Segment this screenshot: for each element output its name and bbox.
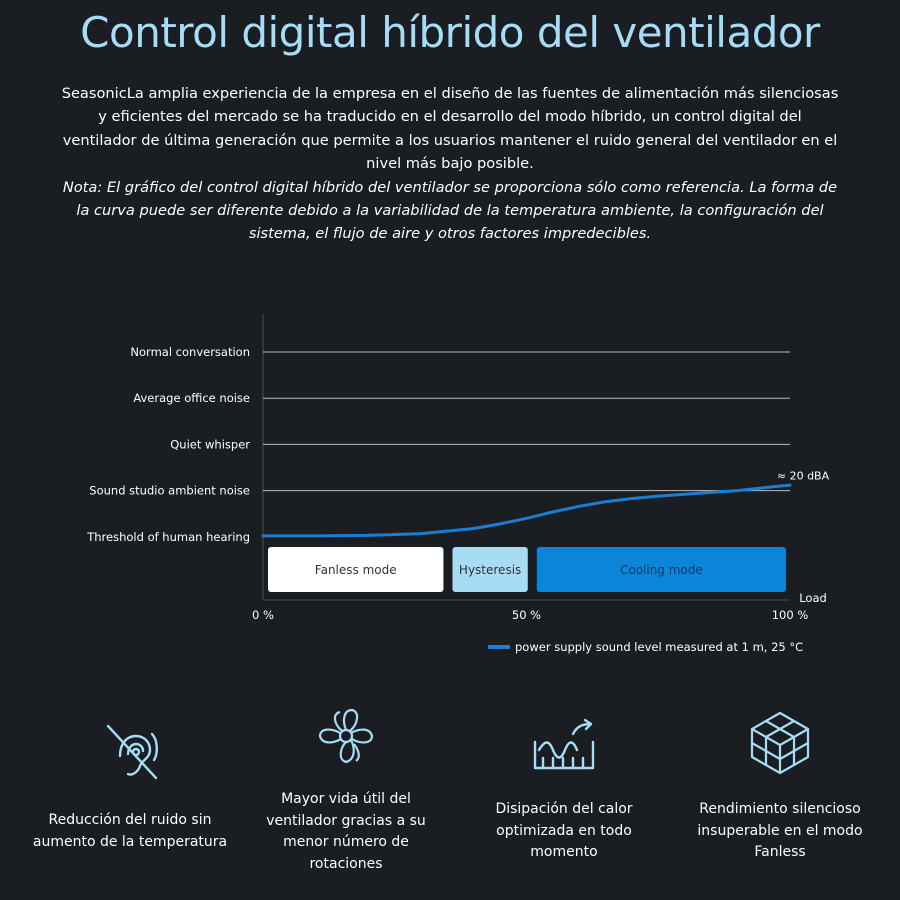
cube-icon [747, 710, 813, 780]
y-level-label: Quiet whisper [170, 437, 250, 452]
description-text: SeasonicLa amplia experiencia de la empresa en el diseño de las fuentes de alimentación más silenciosas y eficientes del mercado se ha traducido en el desarrollo del modo híbrido, un control digital del ventilador de última generación que permite a los usuarios mantener el ruido general del ventilador en el nivel más bajo posible. [61, 85, 839, 173]
feature-label: Rendimiento silencioso insuperable en el modo Fanless [697, 801, 863, 860]
feature-label: Disipación del calor optimizada en todo momento [495, 801, 633, 860]
x-tick-label: 0 % [252, 608, 274, 622]
x-tick-label: 100 % [771, 608, 809, 622]
feature-label: Mayor vida útil del ventilador gracias a su menor número de rotaciones [266, 791, 426, 872]
description [60, 82, 840, 246]
features-row [0, 700, 900, 900]
page-title: Control digital híbrido del ventilador [80, 8, 820, 57]
annotation-label: ≈ 20 dBA [776, 469, 830, 483]
heat-dissipation-icon [529, 718, 599, 778]
y-level-label: Normal conversation [130, 345, 250, 359]
fan-icon [314, 704, 378, 772]
mode-band-label: Fanless mode [314, 563, 397, 577]
mode-band-label: Hysteresis [458, 563, 522, 577]
note-text: Nota: El gráfico del control digital híbrido del ventilador se proporciona sólo como referencia. La forma de la curva puede ser diferente debido a la variabilidad de la temperatura ambiente, la configuración del sistema, el flujo de aire y otros factores impredecibles. [62, 178, 838, 243]
chart-svg [0, 300, 900, 670]
feature-label: Reducción del ruido sin aumento de la temperatura [32, 812, 228, 850]
mode-band-label: Cooling mode [619, 563, 703, 577]
hybrid-fan-chart [0, 300, 900, 670]
y-level-label: Sound studio ambient noise [89, 483, 250, 498]
series-line [263, 485, 790, 536]
y-level-label: Average office noise [133, 391, 250, 406]
x-tick-label: 50 % [511, 608, 542, 622]
noise-reduction-icon [98, 720, 162, 788]
legend-label: power supply sound level measured at 1 m, 25 °C [515, 640, 804, 654]
y-level-label: Threshold of human hearing [87, 529, 250, 544]
x-axis-label: Load [799, 591, 827, 605]
